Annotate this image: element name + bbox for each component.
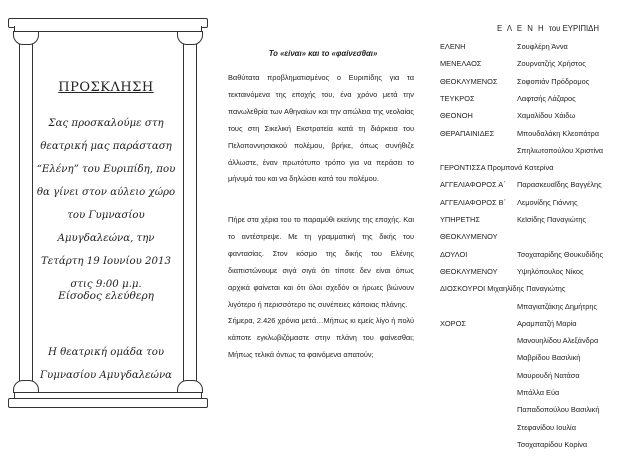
cast-row [438,180,638,197]
cast-row [438,215,638,232]
cast-actor: Λεμονίδης Γιάννης [517,197,578,207]
left-capital [13,31,39,45]
cast-actor: Σοφοπιάν Πρόδρομος [517,76,590,86]
cast-actor: Τσοχαταρίδου Κορίνα [517,439,588,449]
cast-row [438,336,638,353]
cast-actor: Αραμπατζή Μαρία [517,318,577,328]
cast-row [438,94,638,111]
cast-role: ΓΕΡΟΝΤΙΣΣΑ Προμπονά Κατερίνα [440,163,554,173]
cast-actor: Στεφανίδου Ιουλία [517,422,576,432]
cast-row [438,267,638,284]
essay-panel [228,0,418,453]
cast-role: ΧΟΡΟΣ [440,318,466,328]
right-capital [177,31,203,45]
cast-row [438,302,638,319]
cast-role: ΔΟΥΛΟΙ [440,249,468,259]
essay-paragraph: Πήρε στα χέρια του το παραμύθι εκείνης της εποχής. Και το αντέστρεψε. Με τη γραμματική της δικής του φαντασίας. Στον κόσμο της δικής του Ελένης διαπιστώνουμε σιγά σιγά ότι τίποτε δεν είναι όπως αρχικά φαίνεται και ότι όλοι σχεδόν οι ήρωες βιώνουν λιγότερο ή περισσότερο τις συνέπειες κάποιας πλάνης. [228,215,414,309]
cast-actor: Μπάλλα Εύα [517,388,560,397]
cast-role: ΥΠΗΡΕΤΗΣ [440,215,480,224]
cast-row [438,371,638,388]
invitation-signature: Η θεατρική ομάδα του Γυμνασίου Αμυγδαλεώνα [39,347,173,381]
cast-row [438,405,638,422]
cast-row [438,388,638,405]
cast-actor: Μανουηλίδου Αλεξάνδρα [517,336,599,346]
cast-row [438,319,638,336]
invitation-panel [0,0,215,453]
cast-panel [438,0,638,453]
cast-actor: Παρασκευαΐδης Βαγγέλης [517,180,602,190]
essay-paragraph: Βαθύτατα προβληματισμένος ο Ευριπίδης για τα τεκταινόμενα της εποχής του, ένα χρόνο μετά την πανωλεθρία των Αθηναίων και την απώλεια της νεολαίας τους στη Σικελική Εκστρατεία κατά τη διάρκεια του Πελοποννησιακού πολέμου, βρήκε, όπως συνήθιζε άλλωστε, έναν πρωτότυπο τρόπο για να περάσει το μήνυμά του και να δηλώσει κατά του πολέμου. [228,73,414,184]
cast-row [438,284,638,301]
cast-actor: Σουφλέρη Άννα [517,42,568,51]
cast-title [478,24,618,33]
cast-role: ΑΓΓΕΛΙΑΦΟΡΟΣ Α΄ [440,180,506,190]
cast-title-play: Ε Λ Ε Ν Η [497,24,546,33]
essay-title: Το «είναι» και το «φαίνεσθαι» [268,49,378,58]
invitation-body: Σας προσκαλούμε στη θεατρική μας παράσταση “Ελένη” του Ευριπίδη, που θα γίνει στον αύλειο χώρο του Γυμνασίου Αμυγδαλεώνα, την Τετάρτη 19 Ιουνίου 2013 στις 9:00 μ.μ. [36,118,176,290]
cast-row [438,129,638,146]
cast-actor: Παπαδοπούλου Βασιλική [517,405,600,415]
cast-row [438,42,638,59]
invitation-title: ΠΡΟΣΚΛΗΣΗ [58,80,154,95]
cast-actor: Ζουρνατζής Χρήστος [517,59,586,69]
cast-actor: Μπαγιατζάκης Δημήτρης [517,301,598,311]
invitation-entry: Είσοδος ελεύθερη [58,290,154,302]
cast-actor: Κεϊσίδης Παναγιώτης [517,215,587,224]
cast-title-author: του ΕΥΡΙΠΙΔΗ [548,24,599,33]
cast-role: ΤΕΥΚΡΟΣ [440,93,475,103]
cast-role: ΔΙΟΣΚΟΥΡΟΙ Μιχαηλίδης Παναγιώτης [440,284,566,294]
cast-actor: Μαυρουδή Νατάσα [517,370,580,380]
cast-row [438,163,638,180]
cast-actor: Λαφτσής Λάζαρος [517,93,576,103]
cast-role: ΜΕΝΕΛΑΟΣ [440,59,482,69]
cast-role: ΑΓΓΕΛΙΑΦΟΡΟΣ Β΄ [440,197,507,207]
essay-paragraph: Σήμερα, 2.426 χρόνια μετά…Μήπως κι εμείς λίγο ή πολύ κάποτε εγκλωβιζόμαστε στην πλάνη του φαίνεσθαι; Μήπως τελικά όντως τα φαινόμενα απατούν; [228,316,414,359]
cast-row [438,77,638,94]
cast-row [438,440,638,457]
cast-role: ΕΛΕΝΗ [440,42,466,51]
cast-row [438,59,638,76]
left-column [19,31,33,392]
cast-row [438,146,638,163]
cast-actor: Μαβρίδου Βασιλική [517,353,581,363]
cast-row [438,250,638,267]
cast-row [438,111,638,128]
cast-actor: Σπηλιωτοπούλου Χριστίνα [517,145,604,155]
cast-role: ΘΕΟΚΛΥΜΕΝΟΥ [440,266,498,276]
column-lintel-trim [14,26,202,32]
column-plinth [8,398,208,408]
cast-row [438,198,638,215]
cast-role: ΘΕΟΚΛΥΜΕΝΟΣ [440,76,498,86]
cast-role: ΘΕΟΚΛΥΜΕΝΟΥ [440,232,498,242]
cast-actor: Υψηλόπουλος Νίκος [517,266,584,276]
cast-row [438,353,638,370]
cast-actor: Μπουδαλάκη Κλεοπάτρα [517,128,599,138]
cast-row [438,232,638,249]
cast-actor: Τσοχαταρίδης Θουκυδίδης [517,249,604,259]
cast-actor: Χαμαλίδου Χάιδω [517,111,576,121]
cast-row [438,423,638,440]
right-column [183,31,197,392]
cast-role: ΘΕΟΝΟΗ [440,111,473,121]
cast-role: ΘΕΡΑΠΑΙΝΙΔΕΣ [440,128,495,138]
